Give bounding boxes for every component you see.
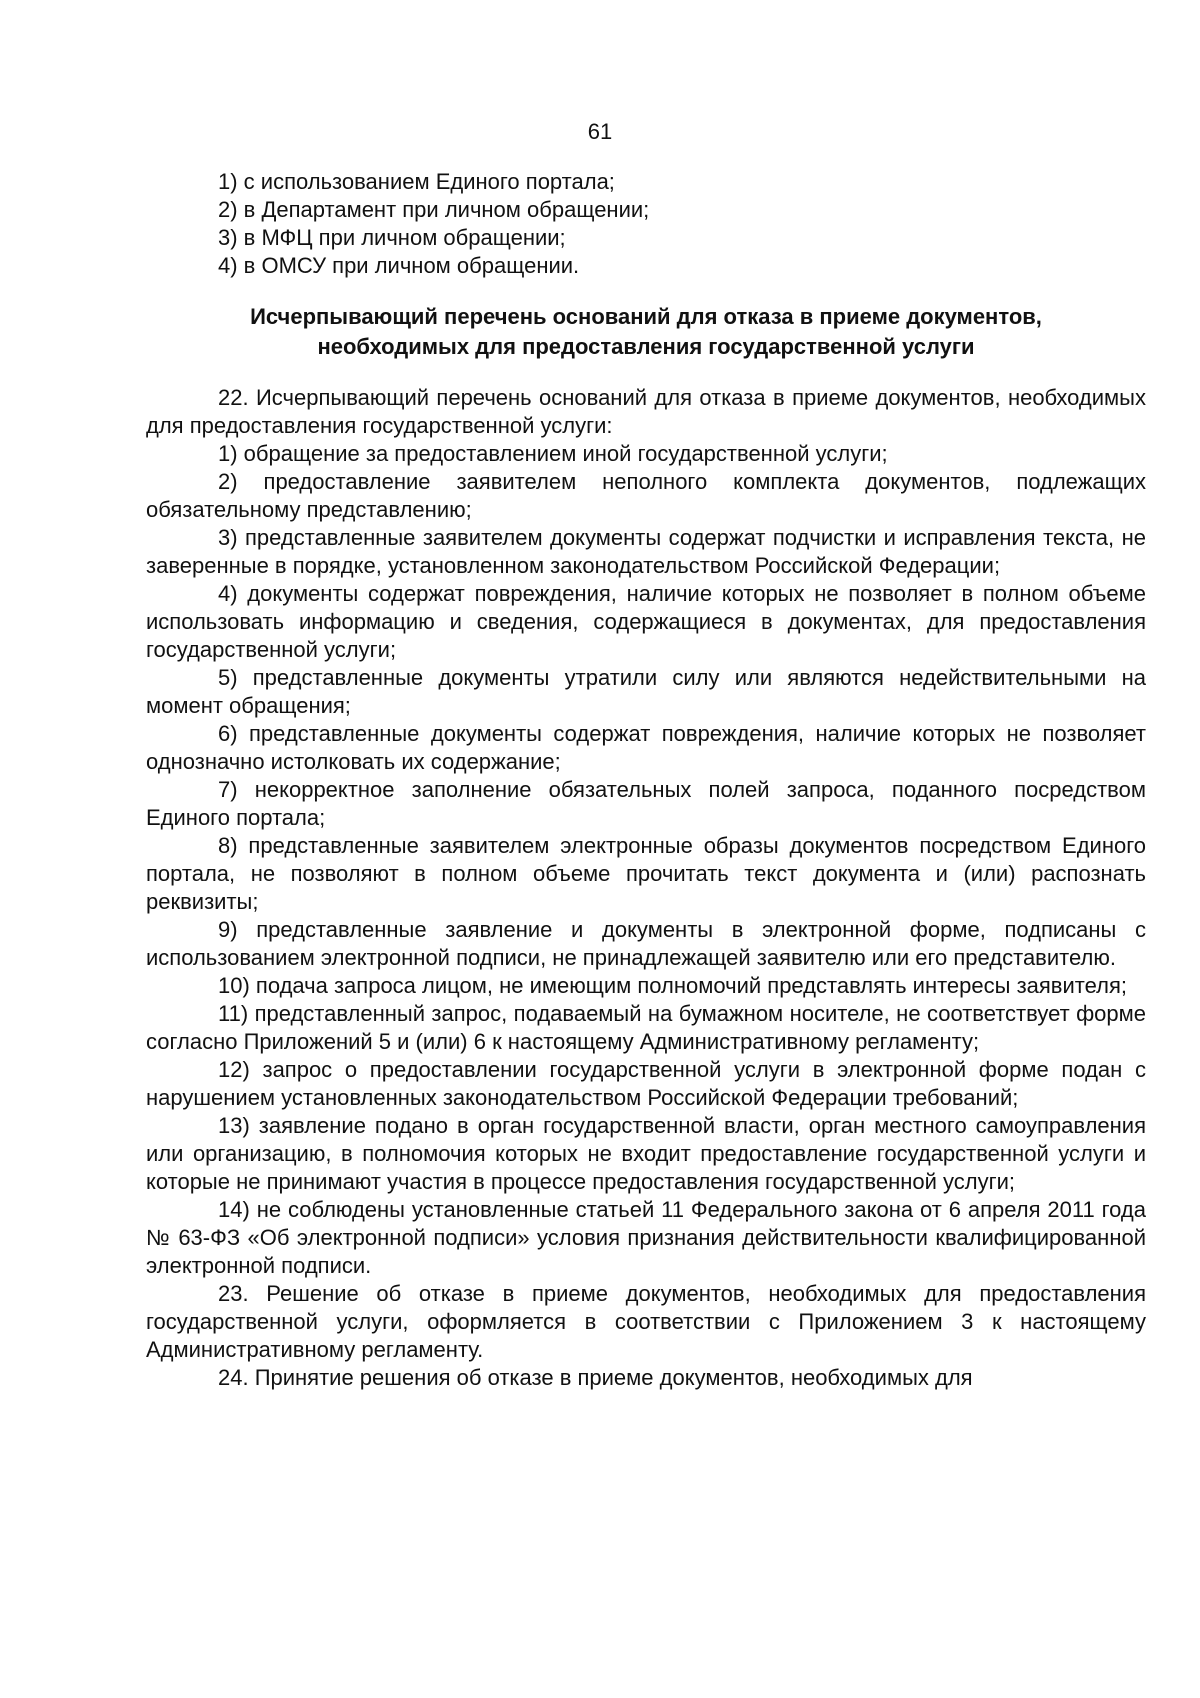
paragraph: 5) представленные документы утратили силу или являются недействительными на момент обращения; (146, 665, 1146, 718)
paragraph: 2) предоставление заявителем неполного комплекта документов, подлежащих обязательному представлению; (146, 469, 1146, 522)
section-heading (146, 302, 1146, 362)
intro-list (146, 168, 1146, 280)
section-heading-line: Исчерпывающий перечень оснований для отказа в приеме документов, (250, 304, 1042, 329)
paragraph: 3) представленные заявителем документы содержат подчистки и исправления текста, не заверенные в порядке, установленном законодательством Российской Федерации; (146, 525, 1146, 578)
paragraph: 12) запрос о предоставлении государственной услуги в электронной форме подан с нарушением установленных законодательством Российской Федерации требований; (146, 1057, 1146, 1110)
paragraph: 8) представленные заявителем электронные образы документов посредством Единого портала, не позволяют в полном объеме прочитать текст документа и (или) распознать реквизиты; (146, 833, 1146, 914)
paragraph: 10) подача запроса лицом, не имеющим полномочий представлять интересы заявителя; (218, 973, 1127, 998)
paragraph: 7) некорректное заполнение обязательных полей запроса, поданного посредством Единого портала; (146, 777, 1146, 830)
paragraph: 1) обращение за предоставлением иной государственной услуги; (218, 441, 888, 466)
section-heading-line: необходимых для предоставления государственной услуги (317, 334, 975, 359)
paragraph: 13) заявление подано в орган государственной власти, орган местного самоуправления или организацию, в полномочия которых не входит предоставление государственной услуги и которые не принимают участия в процессе предоставления государственной услуги; (146, 1113, 1146, 1194)
document-body (146, 168, 1146, 1392)
paragraph: 6) представленные документы содержат повреждения, наличие которых не позволяет однозначно истолковать их содержание; (146, 721, 1146, 774)
list-item: 3) в МФЦ при личном обращении; (218, 225, 566, 250)
paragraph: 23. Решение об отказе в приеме документов, необходимых для предоставления государственной услуги, оформляется в соответствии с Приложением 3 к настоящему Административному регламенту. (146, 1281, 1146, 1362)
paragraphs (146, 384, 1146, 1392)
list-item: 2) в Департамент при личном обращении; (218, 197, 650, 222)
paragraph: 4) документы содержат повреждения, наличие которых не позволяет в полном объеме использовать информацию и сведения, содержащиеся в документах, для предоставления государственной услуги; (146, 581, 1146, 662)
paragraph: 9) представленные заявление и документы в электронной форме, подписаны с использованием электронной подписи, не принадлежащей заявителю или его представителю. (146, 917, 1146, 970)
list-item: 1) с использованием Единого портала; (218, 169, 615, 194)
paragraph: 22. Исчерпывающий перечень оснований для отказа в приеме документов, необходимых для предоставления государственной услуги: (146, 385, 1146, 438)
paragraph: 11) представленный запрос, подаваемый на бумажном носителе, не соответствует форме согласно Приложений 5 и (или) 6 к настоящему Административному регламенту; (146, 1001, 1146, 1054)
page-number: 61 (587, 119, 613, 144)
paragraph: 14) не соблюдены установленные статьей 11 Федерального закона от 6 апреля 2011 года № 63-ФЗ «Об электронной подписи» условия признания действительности квалифицированной электронной подписи. (146, 1197, 1146, 1278)
paragraph: 24. Принятие решения об отказе в приеме документов, необходимых для (218, 1365, 973, 1390)
list-item: 4) в ОМСУ при личном обращении. (218, 253, 580, 278)
